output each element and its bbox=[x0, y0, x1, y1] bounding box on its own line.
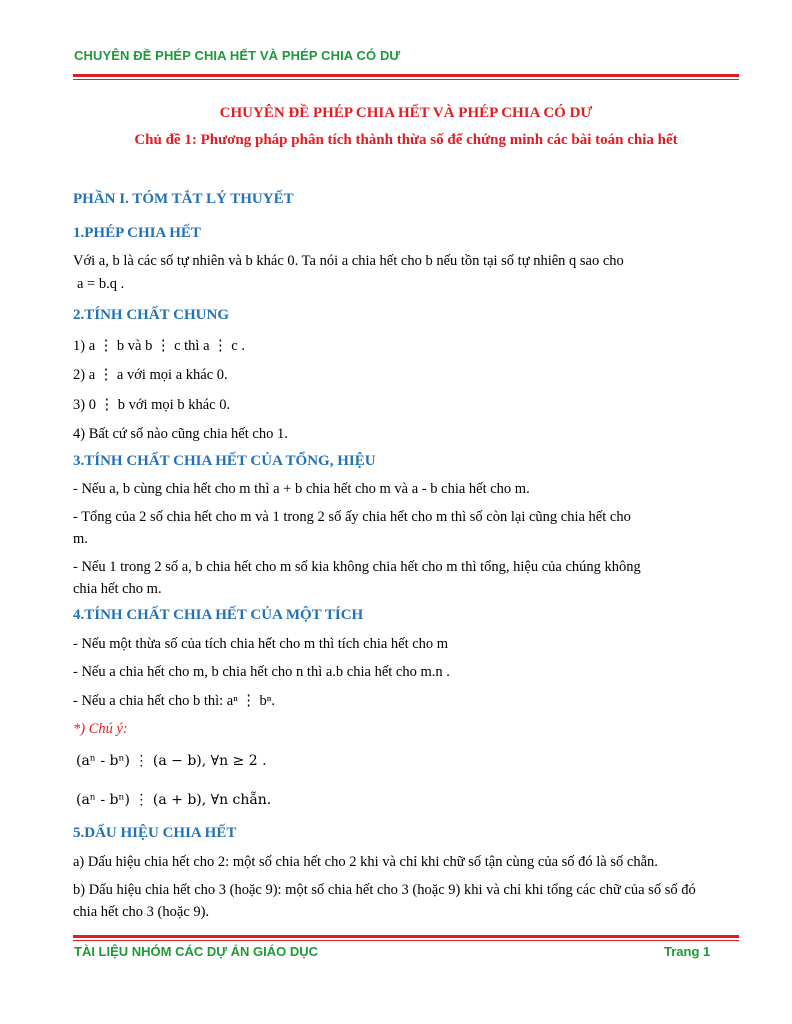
formula-2: (aⁿ - bⁿ) ⋮ (a + b), ∀n chẵn. bbox=[76, 792, 272, 808]
property-item-4: 4) Bất cứ số nào cũng chia hết cho 1. bbox=[73, 426, 288, 442]
sum-rule-3: - Nếu 1 trong 2 số a, b chia hết cho m số kia không chia hết cho m thì tổng, hiệu của chúng không bbox=[73, 559, 641, 575]
section-1-heading: 1.PHÉP CHIA HẾT bbox=[73, 225, 201, 241]
sum-rule-3-cont: chia hết cho m. bbox=[73, 581, 162, 597]
part-heading: PHẦN I. TÓM TẮT LÝ THUYẾT bbox=[73, 191, 294, 207]
property-item-2: 2) a ⋮ a với mọi a khác 0. bbox=[73, 367, 228, 383]
sum-rule-2: - Tổng của 2 số chia hết cho m và 1 trong 2 số ấy chia hết cho m thì số còn lại cũng chia hết cho bbox=[73, 509, 631, 525]
page-number: Trang 1 bbox=[664, 944, 711, 959]
footer-label: TÀI LIỆU NHÓM CÁC DỰ ÁN GIÁO DỤC bbox=[74, 944, 319, 959]
document-title: CHUYÊN ĐỀ PHÉP CHIA HẾT VÀ PHÉP CHIA CÓ DƯ bbox=[219, 105, 593, 121]
section-3-heading: 3.TÍNH CHẤT CHIA HẾT CỦA TỔNG, HIỆU bbox=[73, 453, 376, 469]
property-item-3: 3) 0 ⋮ b với mọi b khác 0. bbox=[73, 397, 231, 413]
product-rule-3: - Nếu a chia hết cho b thì: aⁿ ⋮ bⁿ. bbox=[73, 693, 276, 709]
section-1-line-2: a = b.q . bbox=[77, 276, 125, 292]
document-subtitle: Chủ đề 1: Phương pháp phân tích thành thừa số để chứng minh các bài toán chia hết bbox=[134, 132, 678, 148]
divisibility-rule-2: a) Dấu hiệu chia hết cho 2: một số chia hết cho 2 khi và chỉ khi chữ số tận cùng của số đó là số chẵn. bbox=[73, 854, 658, 870]
running-header: CHUYÊN ĐỀ PHÉP CHIA HẾT VÀ PHÉP CHIA CÓ DƯ bbox=[74, 48, 401, 63]
section-2-heading: 2.TÍNH CHẤT CHUNG bbox=[73, 307, 229, 323]
property-item-1: 1) a ⋮ b và b ⋮ c thì a ⋮ c . bbox=[73, 338, 245, 354]
section-5-heading: 5.DẤU HIỆU CHIA HẾT bbox=[73, 825, 237, 841]
footer-rule-thin bbox=[73, 940, 739, 941]
divisibility-rule-3-9: b) Dấu hiệu chia hết cho 3 (hoặc 9): một số chia hết cho 3 (hoặc 9) khi và chỉ khi tổng các chữ của số số đó bbox=[73, 882, 696, 898]
product-rule-2: - Nếu a chia hết cho m, b chia hết cho n thì a.b chia hết cho m.n . bbox=[73, 664, 450, 680]
note-label: *) Chú ý: bbox=[73, 721, 128, 737]
section-4-heading: 4.TÍNH CHẤT CHIA HẾT CỦA MỘT TÍCH bbox=[73, 607, 364, 623]
formula-1: (aⁿ - bⁿ) ⋮ (a − b), ∀n ≥ 2 . bbox=[76, 753, 267, 769]
sum-rule-2-cont: m. bbox=[73, 531, 88, 547]
header-rule-thin bbox=[73, 79, 739, 80]
header-rule-thick bbox=[73, 74, 739, 77]
footer-rule-thick bbox=[73, 935, 739, 938]
divisibility-rule-3-9-cont: chia hết cho 3 (hoặc 9). bbox=[73, 904, 210, 920]
sum-rule-1: - Nếu a, b cùng chia hết cho m thì a + b chia hết cho m và a - b chia hết cho m. bbox=[73, 481, 530, 497]
section-1-line-1: Với a, b là các số tự nhiên và b khác 0. Ta nói a chia hết cho b nếu tồn tại số tự nhiên q sao cho bbox=[73, 253, 624, 269]
product-rule-1: - Nếu một thừa số của tích chia hết cho m thì tích chia hết cho m bbox=[73, 636, 449, 652]
